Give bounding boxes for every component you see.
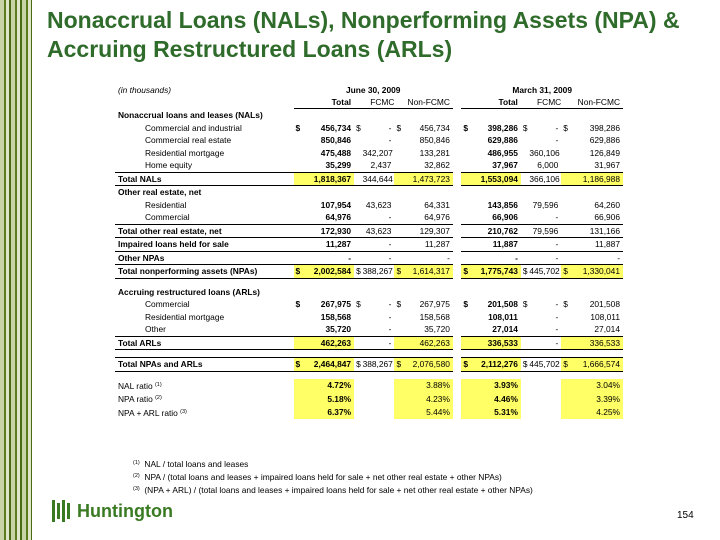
p2-fcmc-value: 79,596: [532, 199, 559, 210]
p2-total-value: 1,775,743: [472, 265, 521, 279]
p1-total-ratio: 6.37%: [304, 406, 354, 420]
currency-sign: [521, 172, 530, 186]
currency-sign: [354, 172, 363, 186]
currency-sign: [461, 311, 472, 324]
currency-sign: [521, 159, 530, 172]
currency-sign: [461, 238, 472, 252]
p2-nonfcmc-value: 108,011: [590, 311, 620, 322]
currency-sign: $: [294, 265, 305, 279]
p1-total-value: 1,818,367: [304, 172, 354, 186]
page-number: 154: [677, 510, 694, 521]
currency-sign: [461, 211, 472, 224]
currency-sign: [294, 238, 305, 252]
currency-sign: [394, 199, 405, 212]
currency-sign: $: [394, 265, 405, 279]
p1-nonfcmc-value: 129,307: [405, 224, 453, 238]
p1-total-value: 2,464,847: [304, 358, 354, 372]
currency-sign: [354, 238, 363, 252]
huntington-logo: [52, 500, 173, 522]
p2-total-value: 37,967: [492, 160, 518, 170]
currency-sign: [294, 147, 305, 160]
currency-sign: $: [294, 358, 305, 372]
currency-sign: $: [522, 122, 528, 133]
currency-sign: $: [563, 122, 568, 133]
header-period-row: [115, 84, 623, 96]
p1-fcmc-value: -: [388, 212, 392, 222]
p2-total-value: 11,887: [472, 238, 521, 252]
currency-sign: $: [295, 299, 301, 309]
p2-fcmc-value: -: [529, 238, 561, 252]
p2-nonfcmc-value: 398,286: [589, 122, 620, 133]
p1-total-value: 35,299: [325, 160, 352, 170]
currency-sign: [394, 251, 405, 265]
p1-total-value: 2,002,584: [304, 265, 354, 279]
currency-sign: [394, 311, 405, 324]
currency-sign: [561, 224, 572, 238]
p1-fcmc-value: 2,437: [370, 160, 392, 170]
p2-fcmc-value: -: [555, 122, 559, 133]
p1-total-ratio: 4.72%: [304, 379, 354, 393]
currency-sign: [354, 251, 363, 265]
p1-fcmc-value: -: [363, 336, 395, 350]
table-row-othernpa: [115, 251, 623, 265]
col-total: Total: [294, 96, 355, 109]
p1-nonfcmc-ratio: 4.23%: [405, 392, 453, 406]
p2-nonfcmc-ratio: 3.39%: [572, 392, 623, 406]
p1-fcmc-value: -: [363, 251, 395, 265]
currency-sign: [294, 211, 305, 224]
table-row-arlres: [115, 311, 623, 324]
currency-sign: [394, 336, 405, 350]
p1-total-ratio: 5.18%: [304, 392, 354, 406]
col-fcmc: FCMC: [529, 96, 572, 109]
currency-sign: $: [394, 358, 405, 372]
table-row-totnpa: [115, 265, 623, 279]
p1-fcmc-value: -: [388, 135, 392, 145]
currency-sign: [354, 336, 363, 350]
p1-fcmc-value: -: [363, 238, 395, 252]
currency-sign: [354, 199, 363, 212]
currency-sign: [394, 211, 405, 224]
currency-sign: [561, 311, 572, 324]
p2-total-value: 201,508: [487, 299, 518, 309]
currency-sign: [521, 211, 530, 224]
ratio-label: NPA ratio $^{(2)}$: [118, 394, 162, 404]
ratio-row-nal: [115, 379, 623, 393]
currency-sign: [294, 224, 305, 238]
p2-nonfcmc-value: 66,906: [594, 212, 620, 222]
p2-total-value: -: [472, 251, 521, 265]
row-label: Total other real estate, net: [115, 224, 294, 238]
currency-sign: [521, 251, 530, 265]
currency-sign: [561, 172, 572, 186]
currency-sign: [461, 159, 472, 172]
col-nonfcmc: Non-FCMC: [405, 96, 453, 109]
table-row-arlcom: [115, 298, 623, 311]
ratio-label: NPA + ARL ratio $^{(3)}$: [118, 407, 187, 418]
currency-sign: $: [561, 358, 572, 372]
units-label: (in thousands): [118, 85, 172, 95]
currency-sign: [354, 159, 363, 172]
p1-nonfcmc-value: 64,331: [424, 199, 450, 210]
section-title: Nonaccrual loans and leases (NALs): [118, 110, 263, 120]
p2-total-ratio: 5.31%: [472, 406, 521, 420]
row-label: Commercial: [145, 212, 190, 222]
currency-sign: [521, 147, 530, 160]
p1-total-value: 11,287: [304, 238, 354, 252]
currency-sign: [561, 159, 572, 172]
currency-sign: $: [463, 122, 469, 133]
p2-nonfcmc-value: 131,166: [572, 224, 623, 238]
ratio-row-npaarl: [115, 406, 623, 420]
footnote-1: $^{(1)}$ NAL / total loans and leases: [133, 459, 249, 469]
p1-fcmc-value: 388,267: [362, 359, 393, 369]
p2-total-value: 336,533: [472, 336, 521, 350]
section-title: Other real estate, net: [118, 187, 202, 197]
p2-fcmc-value: -: [555, 135, 559, 145]
p2-nonfcmc-ratio: 3.04%: [572, 379, 623, 393]
period-june-2009: June 30, 2009: [345, 85, 401, 95]
footnote-2: $^{(2)}$ NPA / (total loans and leases + impaired loans held for sale + net other real estate + other NPAs): [133, 472, 502, 482]
col-fcmc: FCMC: [363, 96, 406, 109]
p1-nonfcmc-value: 456,734: [419, 122, 450, 133]
currency-sign: [461, 224, 472, 238]
currency-sign: [521, 336, 530, 350]
p2-nonfcmc-value: -: [572, 251, 623, 265]
p2-nonfcmc-value: 1,186,988: [572, 172, 623, 186]
currency-sign: [354, 134, 363, 147]
section-ore: [115, 186, 623, 199]
row-label: Total NALs: [115, 172, 294, 186]
col-total: Total: [461, 96, 521, 109]
p1-fcmc-value: -: [388, 324, 392, 334]
currency-sign: [294, 323, 305, 336]
row-label: Residential: [145, 199, 187, 210]
currency-sign: [561, 336, 572, 350]
currency-sign: $: [396, 122, 402, 133]
p2-total-value: 629,886: [487, 135, 518, 145]
currency-sign: [461, 323, 472, 336]
currency-sign: [521, 224, 530, 238]
p1-nonfcmc-value: 2,076,580: [405, 358, 453, 372]
p1-nonfcmc-value: 32,862: [424, 160, 450, 170]
p2-fcmc-value: 79,596: [529, 224, 561, 238]
p1-total-value: -: [304, 251, 354, 265]
currency-sign: [561, 323, 572, 336]
p2-nonfcmc-value: 201,508: [589, 299, 620, 309]
table-row-totore: [115, 224, 623, 238]
currency-sign: [294, 311, 305, 324]
p2-total-value: 108,011: [488, 311, 518, 322]
currency-sign: [294, 251, 305, 265]
p1-fcmc-value: -: [388, 122, 392, 133]
currency-sign: [394, 224, 405, 238]
section-nals: [115, 109, 623, 122]
p2-fcmc-value: -: [529, 251, 561, 265]
currency-sign: [394, 159, 405, 172]
stripe-gap: [32, 0, 40, 540]
p2-total-ratio: 3.93%: [472, 379, 521, 393]
page-title: Nonaccrual Loans (NALs), Nonperforming Assets (NPA) & Accruing Restructured Loans (ARLs): [47, 7, 680, 62]
currency-sign: [394, 134, 405, 147]
currency-sign: [561, 147, 572, 160]
currency-sign: [561, 199, 572, 212]
p1-total-value: 158,568: [320, 311, 352, 322]
p2-total-value: 143,856: [487, 199, 518, 210]
currency-sign: [461, 336, 472, 350]
currency-sign: [394, 323, 405, 336]
p2-total-value: 27,014: [492, 324, 518, 334]
p2-fcmc-value: 445,702: [529, 359, 560, 369]
currency-sign: $: [295, 122, 301, 133]
currency-sign: $: [522, 359, 528, 369]
p2-fcmc-value: 360,106: [529, 147, 560, 158]
header-columns-row: [115, 96, 623, 109]
p2-nonfcmc-ratio: 4.25%: [572, 406, 623, 420]
p1-nonfcmc-value: 35,720: [424, 324, 450, 334]
currency-sign: $: [356, 359, 361, 369]
p1-fcmc-value: 342,207: [362, 147, 393, 158]
p2-nonfcmc-value: 1,666,574: [572, 358, 623, 372]
currency-sign: [521, 199, 530, 212]
npa-table: [115, 84, 623, 419]
p2-fcmc-value: -: [555, 324, 559, 334]
currency-sign: $: [461, 358, 472, 372]
currency-sign: [561, 134, 572, 147]
p2-nonfcmc-value: 126,849: [589, 147, 620, 158]
spacer-row: [115, 278, 623, 286]
p2-total-value: 398,286: [487, 122, 518, 133]
decorative-stripe: [0, 0, 32, 540]
p1-nonfcmc-value: 1,614,317: [405, 265, 453, 279]
p1-total-value: 850,846: [320, 135, 352, 145]
currency-sign: $: [463, 299, 469, 309]
currency-sign: [354, 147, 363, 160]
currency-sign: [294, 134, 305, 147]
p1-total-value: 35,720: [325, 324, 352, 334]
p2-total-value: 2,112,276: [472, 358, 521, 372]
p1-fcmc-value: 344,644: [362, 173, 393, 184]
p2-total-value: 66,906: [492, 212, 518, 222]
currency-sign: [521, 238, 530, 252]
p2-total-value: 486,955: [487, 147, 518, 158]
p2-fcmc-value: -: [555, 212, 559, 222]
row-label: Residential mortgage: [145, 147, 225, 158]
currency-sign: [294, 159, 305, 172]
table-row-totnals: [115, 172, 623, 186]
p1-total-value: 64,976: [325, 212, 352, 222]
p2-nonfcmc-value: 31,967: [594, 160, 620, 170]
row-label: Home equity: [145, 160, 193, 170]
p2-fcmc-value: 366,106: [529, 173, 560, 184]
currency-sign: [354, 211, 363, 224]
currency-sign: [561, 238, 572, 252]
currency-sign: [461, 172, 472, 186]
table-row-ci: [115, 122, 623, 135]
p1-nonfcmc-value: 462,263: [405, 336, 453, 350]
currency-sign: [521, 323, 530, 336]
currency-sign: $: [522, 266, 528, 276]
table-row-arloth: [115, 323, 623, 336]
p1-nonfcmc-value: 850,846: [419, 135, 450, 145]
p1-nonfcmc-value: 11,287: [405, 238, 453, 252]
spacer-row: [115, 350, 623, 358]
row-label: Residential mortgage: [145, 311, 225, 322]
currency-sign: $: [356, 122, 361, 133]
table-row-resmort: [115, 147, 623, 160]
row-label: Other: [145, 324, 166, 334]
currency-sign: [561, 211, 572, 224]
p1-nonfcmc-ratio: 3.88%: [405, 379, 453, 393]
p1-total-value: 462,263: [304, 336, 354, 350]
period-march-2009: March 31, 2009: [512, 85, 572, 95]
p2-nonfcmc-value: 27,014: [594, 324, 620, 334]
p2-nonfcmc-value: 1,330,041: [572, 265, 623, 279]
row-label: Total NPAs and ARLs: [115, 358, 294, 372]
table-row-homeeq: [115, 159, 623, 172]
p1-total-value: 475,488: [320, 147, 352, 158]
huntington-logo-mark-icon: [52, 500, 72, 522]
currency-sign: [561, 251, 572, 265]
row-label: Commercial and industrial: [145, 122, 242, 133]
ratio-row-npa: [115, 392, 623, 406]
row-label: Commercial: [145, 299, 190, 309]
p2-nonfcmc-value: 629,886: [589, 135, 620, 145]
spacer-row: [115, 371, 623, 379]
currency-sign: [294, 172, 305, 186]
row-label: Commercial real estate: [145, 135, 232, 145]
currency-sign: [354, 224, 363, 238]
row-label: Total ARLs: [115, 336, 294, 350]
table-row-impaired: [115, 238, 623, 252]
table-row-totnpaarl: [115, 358, 623, 372]
p1-fcmc-value: -: [388, 299, 392, 309]
currency-sign: $: [522, 299, 528, 309]
p1-total-value: 172,930: [304, 224, 354, 238]
currency-sign: [394, 172, 405, 186]
p1-nonfcmc-value: 1,473,723: [405, 172, 453, 186]
npa-table-container: [115, 84, 623, 419]
p2-nonfcmc-value: 11,887: [572, 238, 623, 252]
section-title: Accruing restructured loans (ARLs): [118, 286, 260, 297]
currency-sign: [394, 147, 405, 160]
p1-nonfcmc-value: 133,281: [419, 147, 450, 158]
row-label: Impaired loans held for sale: [115, 238, 294, 252]
p1-nonfcmc-value: -: [405, 251, 453, 265]
currency-sign: $: [356, 299, 361, 309]
p2-total-value: 210,762: [472, 224, 521, 238]
p1-fcmc-value: -: [388, 311, 392, 322]
p1-fcmc-value: 388,267: [362, 266, 393, 276]
table-row-orecom: [115, 211, 623, 224]
ratio-label: NAL ratio $^{(1)}$: [118, 380, 162, 391]
p2-nonfcmc-value: 64,260: [594, 199, 620, 210]
currency-sign: [354, 311, 363, 324]
p2-total-value: 1,553,094: [472, 172, 521, 186]
footnote-3: $^{(3)}$ (NPA + ARL) / (total loans and leases + impaired loans held for sale + net other real estate + other NPAs): [133, 485, 533, 495]
table-row-oreres: [115, 199, 623, 212]
row-label: Other NPAs: [115, 251, 294, 265]
currency-sign: [521, 134, 530, 147]
currency-sign: [294, 336, 305, 350]
currency-sign: [294, 199, 305, 212]
p2-fcmc-value: 6,000: [537, 160, 559, 170]
currency-sign: [461, 251, 472, 265]
p2-fcmc-value: 445,702: [529, 266, 560, 276]
p2-fcmc-value: -: [529, 336, 561, 350]
p2-fcmc-value: -: [555, 311, 559, 322]
currency-sign: [461, 134, 472, 147]
p1-nonfcmc-value: 158,568: [419, 311, 450, 322]
p2-total-ratio: 4.46%: [472, 392, 521, 406]
p1-nonfcmc-value: 64,976: [424, 212, 450, 222]
currency-sign: [521, 311, 530, 324]
p1-nonfcmc-ratio: 5.44%: [405, 406, 453, 420]
p2-fcmc-value: -: [555, 299, 559, 309]
currency-sign: [354, 323, 363, 336]
p1-total-value: 456,734: [320, 122, 352, 133]
brand-name: Huntington: [77, 500, 173, 521]
currency-sign: $: [356, 266, 361, 276]
currency-sign: $: [563, 299, 568, 309]
p2-nonfcmc-value: 336,533: [572, 336, 623, 350]
currency-sign: [461, 199, 472, 212]
table-row-cre: [115, 134, 623, 147]
col-nonfcmc: Non-FCMC: [572, 96, 623, 109]
currency-sign: $: [461, 265, 472, 279]
currency-sign: [394, 238, 405, 252]
p1-total-value: 107,954: [320, 199, 352, 210]
p1-nonfcmc-value: 267,975: [419, 299, 450, 309]
section-arls: [115, 286, 623, 299]
p1-fcmc-value: 43,623: [365, 199, 392, 210]
currency-sign: $: [561, 265, 572, 279]
currency-sign: $: [396, 299, 402, 309]
p1-total-value: 267,975: [320, 299, 352, 309]
p1-fcmc-value: 43,623: [363, 224, 395, 238]
row-label: Total nonperforming assets (NPAs): [115, 265, 294, 279]
currency-sign: [461, 147, 472, 160]
table-row-totarl: [115, 336, 623, 350]
